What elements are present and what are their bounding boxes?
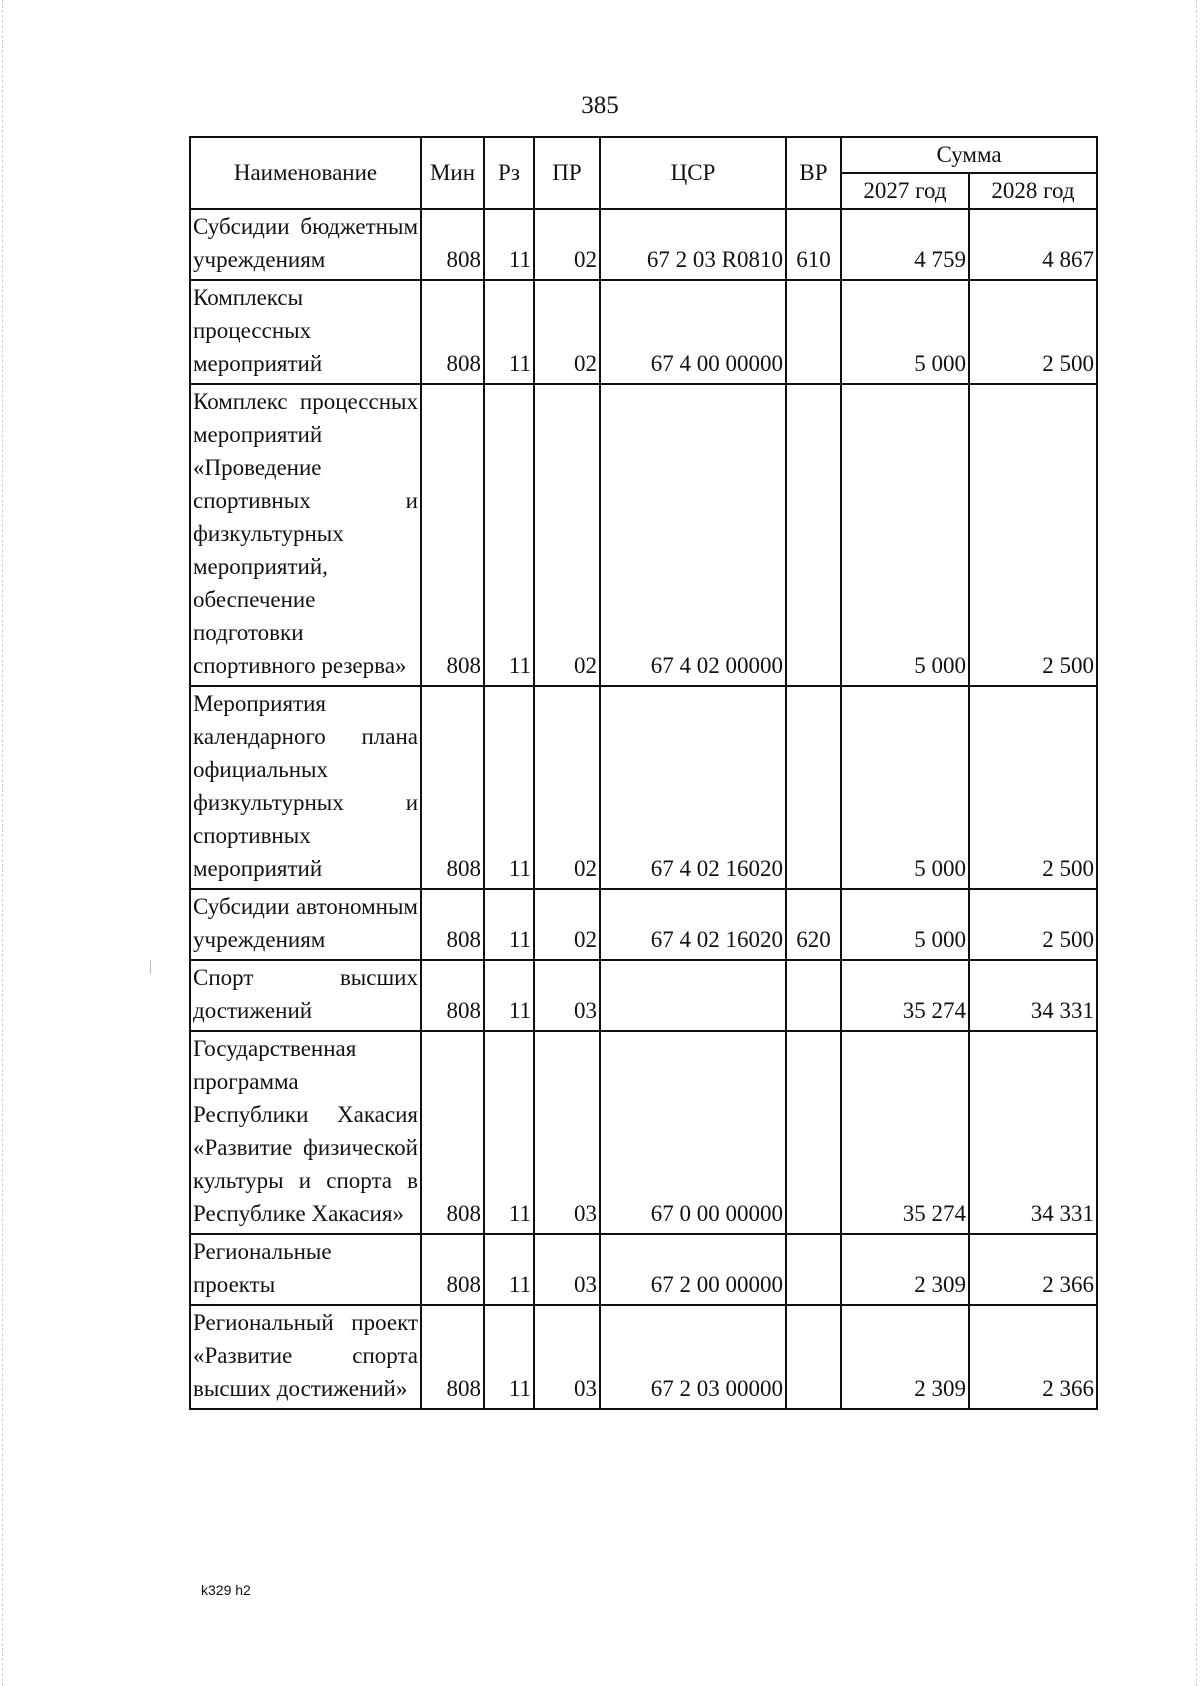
cell-name: Субсидии автономным учреждениям: [190, 889, 421, 960]
cell-pr: 03: [534, 960, 600, 1031]
cell-csr: [600, 960, 786, 1031]
header-vr: ВР: [786, 137, 841, 209]
table-row: [190, 280, 1097, 384]
cell-vr: [786, 280, 841, 384]
cell-pr: 03: [534, 1031, 600, 1234]
table-row: [190, 889, 1097, 960]
cell-csr: 67 2 00 00000: [600, 1234, 786, 1305]
table-row: [190, 686, 1097, 889]
table-row: [190, 384, 1097, 686]
header-pr: ПР: [534, 137, 600, 209]
cell-csr: 67 0 00 00000: [600, 1031, 786, 1234]
cell-vr: [786, 1031, 841, 1234]
header-year-2028: 2028 год: [969, 173, 1097, 209]
cell-2027: 2 309: [841, 1305, 969, 1409]
cell-min: 808: [421, 384, 484, 686]
cell-2028: 2 500: [969, 686, 1097, 889]
cell-name: Субсидии бюджетным учреждениям: [190, 209, 421, 280]
cell-vr: [786, 1234, 841, 1305]
scan-left-edge: [2, 0, 3, 1686]
cell-rz: 11: [484, 1031, 534, 1234]
scan-right-edge: [1196, 0, 1197, 1686]
cell-csr: 67 4 00 00000: [600, 280, 786, 384]
cell-pr: 02: [534, 889, 600, 960]
cell-rz: 11: [484, 889, 534, 960]
cell-rz: 11: [484, 960, 534, 1031]
cell-2027: 5 000: [841, 280, 969, 384]
table-row: [190, 1234, 1097, 1305]
cell-min: 808: [421, 960, 484, 1031]
cell-pr: 03: [534, 1305, 600, 1409]
cell-rz: 11: [484, 209, 534, 280]
scan-margin-mark: [150, 960, 151, 974]
cell-2028: 2 500: [969, 280, 1097, 384]
cell-csr: 67 4 02 16020: [600, 686, 786, 889]
cell-vr: [786, 686, 841, 889]
cell-pr: 02: [534, 209, 600, 280]
table-body: [190, 209, 1097, 1409]
cell-2027: 4 759: [841, 209, 969, 280]
cell-min: 808: [421, 280, 484, 384]
cell-min: 808: [421, 209, 484, 280]
cell-2028: 2 366: [969, 1234, 1097, 1305]
footer-code: k329 h2: [201, 1582, 251, 1598]
cell-csr: 67 2 03 R0810: [600, 209, 786, 280]
cell-name: Мероприятия календарного плана официальных физкультурных и спортивных мероприятий: [190, 686, 421, 889]
cell-min: 808: [421, 1305, 484, 1409]
table-row: [190, 1305, 1097, 1409]
cell-vr: [786, 960, 841, 1031]
cell-rz: 11: [484, 384, 534, 686]
cell-name: Государственная программа Республики Хакасия «Развитие физической культуры и спорта в Республике Хакасия»: [190, 1031, 421, 1234]
cell-name: Региональный проект «Развитие спорта высших достижений»: [190, 1305, 421, 1409]
cell-pr: 03: [534, 1234, 600, 1305]
cell-pr: 02: [534, 686, 600, 889]
header-min: Мин: [421, 137, 484, 209]
cell-2028: 4 867: [969, 209, 1097, 280]
cell-rz: 11: [484, 1234, 534, 1305]
cell-csr: 67 4 02 00000: [600, 384, 786, 686]
cell-2028: 2 366: [969, 1305, 1097, 1409]
table-row: [190, 209, 1097, 280]
header-sum: Сумма: [841, 137, 1097, 173]
table-header: [190, 137, 1097, 209]
cell-vr: 610: [786, 209, 841, 280]
header-year-2027: 2027 год: [841, 173, 969, 209]
cell-2027: 2 309: [841, 1234, 969, 1305]
cell-min: 808: [421, 686, 484, 889]
cell-csr: 67 2 03 00000: [600, 1305, 786, 1409]
cell-name: Комплекс процессных мероприятий «Проведение спортивных и физкультурных мероприятий, обеспечение подготовки спортивного резерва»: [190, 384, 421, 686]
cell-2027: 35 274: [841, 1031, 969, 1234]
cell-pr: 02: [534, 280, 600, 384]
budget-table: [189, 136, 1098, 1410]
header-csr: ЦСР: [600, 137, 786, 209]
cell-name: Комплексы процессных мероприятий: [190, 280, 421, 384]
cell-min: 808: [421, 889, 484, 960]
cell-vr: 620: [786, 889, 841, 960]
table-row: [190, 960, 1097, 1031]
cell-2028: 34 331: [969, 960, 1097, 1031]
cell-2027: 5 000: [841, 889, 969, 960]
cell-vr: [786, 384, 841, 686]
header-rz: Рз: [484, 137, 534, 209]
cell-name: Региональные проекты: [190, 1234, 421, 1305]
cell-min: 808: [421, 1234, 484, 1305]
header-name: Наименование: [190, 137, 421, 209]
cell-rz: 11: [484, 1305, 534, 1409]
page-number: 385: [581, 92, 619, 119]
cell-2028: 2 500: [969, 384, 1097, 686]
cell-pr: 02: [534, 384, 600, 686]
cell-2027: 5 000: [841, 686, 969, 889]
cell-2027: 5 000: [841, 384, 969, 686]
cell-name: Спорт высших достижений: [190, 960, 421, 1031]
cell-min: 808: [421, 1031, 484, 1234]
cell-vr: [786, 1305, 841, 1409]
cell-2028: 2 500: [969, 889, 1097, 960]
cell-rz: 11: [484, 280, 534, 384]
cell-2028: 34 331: [969, 1031, 1097, 1234]
cell-2027: 35 274: [841, 960, 969, 1031]
cell-csr: 67 4 02 16020: [600, 889, 786, 960]
table-row: [190, 1031, 1097, 1234]
cell-rz: 11: [484, 686, 534, 889]
